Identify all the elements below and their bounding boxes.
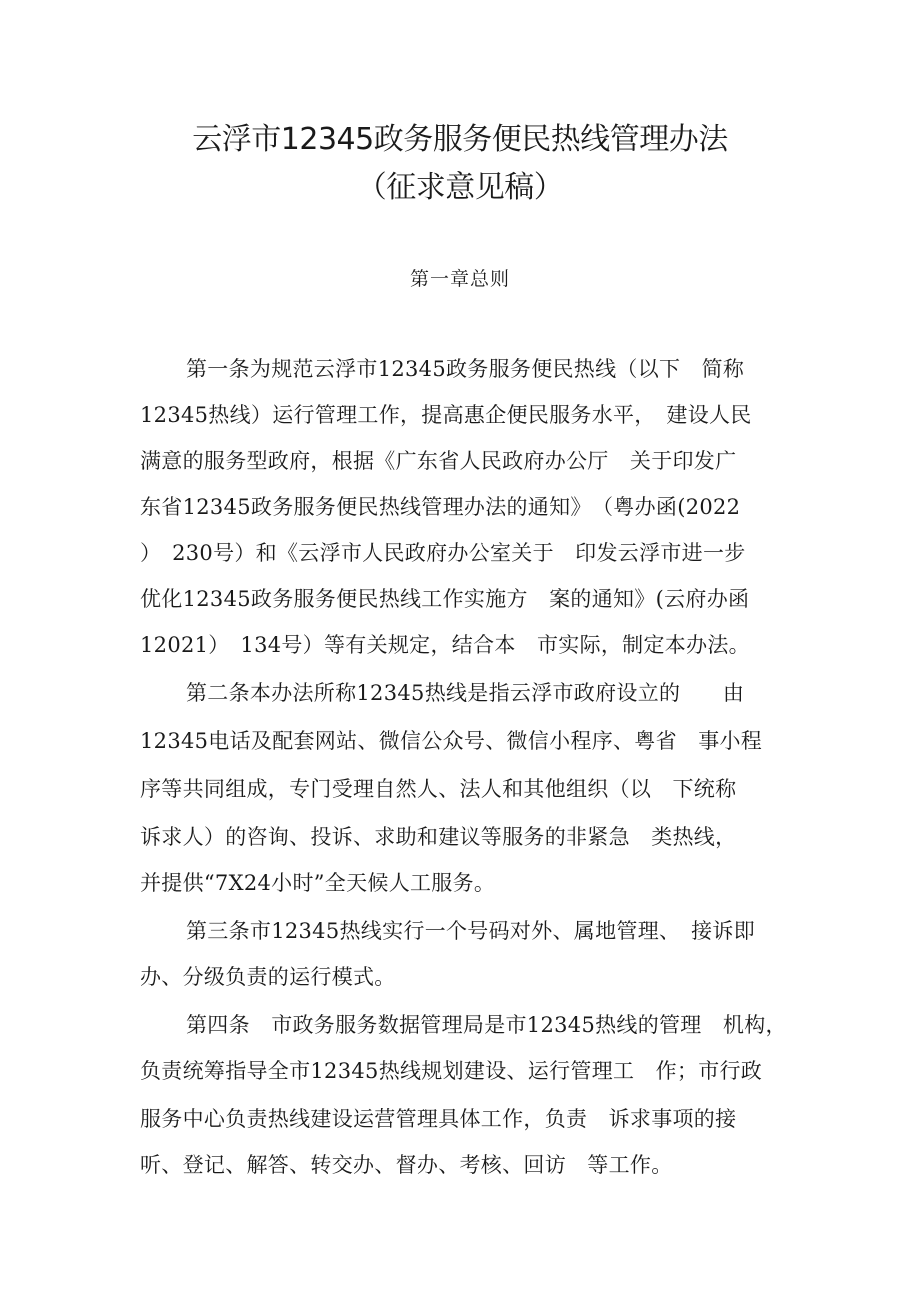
paragraph-line: 12345热线）运行管理工作，提高惠企便民服务水平， 建设人民: [140, 403, 752, 427]
paragraph-line: 东省12345政务服务便民热线管理办法的通知》 （粤办函(2022: [140, 495, 741, 519]
paragraph-line: 诉求人）的咨询、投诉、求助和建议等服务的非紧急 类热线，: [140, 825, 737, 849]
paragraph-line: 办、分级负责的运行模式。: [140, 965, 396, 989]
paragraph-line: 优化12345政务服务便民热线工作实施方 案的通知》(云府办函: [140, 587, 750, 611]
paragraph-line: 12021） 134号）等有关规定，结合本 市实际，制定本办法。: [140, 633, 750, 657]
paragraph-line: 第二条本办法所称12345热线是指云浮市政府设立的 由: [186, 681, 745, 705]
document-title: 云浮市12345政务服务便民热线管理办法: [192, 122, 728, 157]
paragraph-line: 序等共同组成，专门受理自然人、法人和其他组织（以 下统称: [140, 777, 737, 801]
paragraph-line: 并提供“7X24小时”全天候人工服务。: [140, 871, 496, 895]
paragraph-line: 负责统筹指导全市12345热线规划建设、运行管理工 作；市行政: [140, 1059, 763, 1083]
paragraph-line: 满意的服务型政府，根据《广东省人民政府办公厅 关于印发广: [140, 449, 737, 473]
paragraph-line: 第三条市12345热线实行一个号码对外、属地管理、 接诉即: [186, 919, 756, 943]
paragraph-line: 12345电话及配套网站、微信公众号、微信小程序、粤省 事小程: [140, 729, 763, 753]
paragraph-line: 听、登记、解答、转交办、督办、考核、回访 等工作。: [140, 1153, 673, 1177]
chapter-heading: 第一章总则: [409, 268, 510, 290]
paragraph-line: 第一条为规范云浮市12345政务服务便民热线（以下 简称: [186, 357, 745, 381]
document-subtitle: （征求意见稿）: [356, 170, 564, 205]
paragraph-line: 服务中心负责热线建设运营管理具体工作，负责 诉求事项的接: [140, 1107, 737, 1131]
paragraph-line: ） 230号）和《云浮市人民政府办公室关于 印发云浮市进一步: [140, 541, 746, 565]
paragraph-line: 第四条 市政务服务数据管理局是市12345热线的管理 机构，: [186, 1013, 787, 1037]
